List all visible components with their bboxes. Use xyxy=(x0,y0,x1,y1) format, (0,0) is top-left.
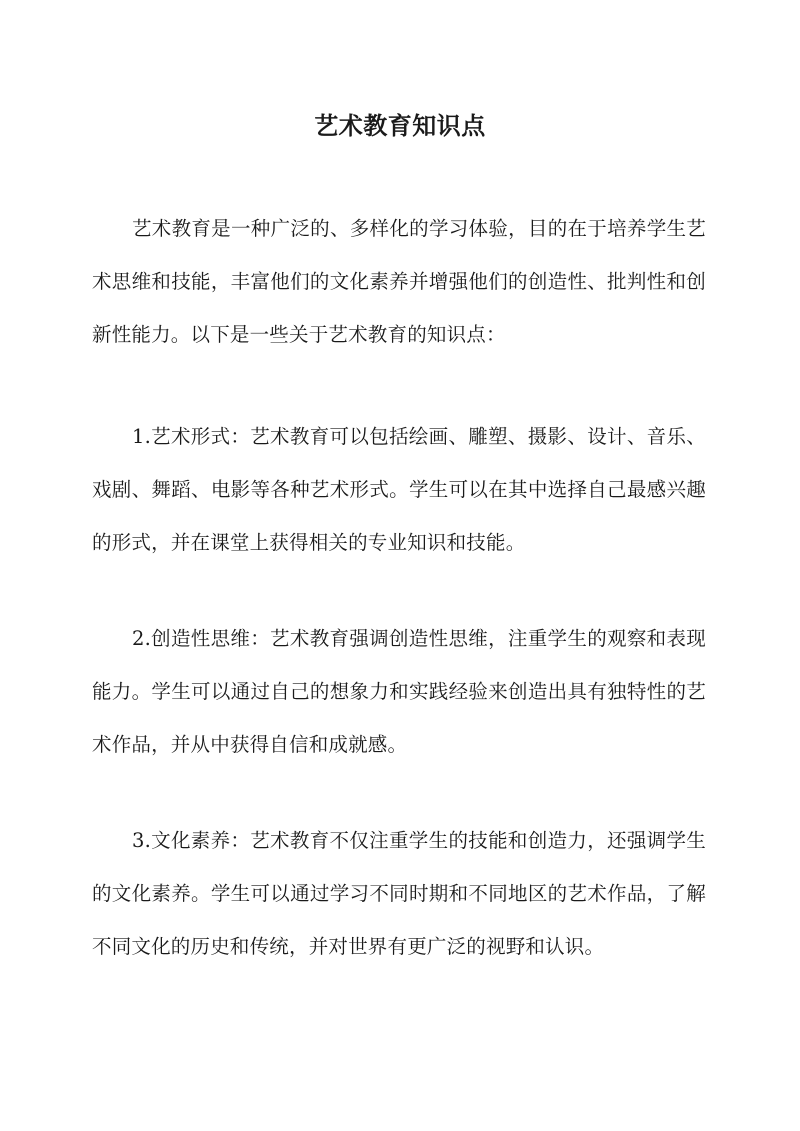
document-title: 艺术教育知识点 xyxy=(314,111,486,141)
point-3-paragraph: 3.文化素养：艺术教育不仅注重学生的技能和创造力，还强调学生的文化素养。学生可以通过学习不同时期和不同地区的艺术作品，了解不同文化的历史和传统，并对世界有更广泛的视野和认识。 xyxy=(92,829,706,958)
intro-paragraph: 艺术教育是一种广泛的、多样化的学习体验，目的在于培养学生艺术思维和技能，丰富他们的文化素养并增强他们的创造性、批判性和创新性能力。以下是一些关于艺术教育的知识点： xyxy=(92,217,706,346)
point-2-paragraph: 2.创造性思维：艺术教育强调创造性思维，注重学生的观察和表现能力。学生可以通过自己的想象力和实践经验来创造出具有独特性的艺术作品，并从中获得自信和成就感。 xyxy=(92,627,706,756)
point-1-paragraph: 1.艺术形式：艺术教育可以包括绘画、雕塑、摄影、设计、音乐、戏剧、舞蹈、电影等各种艺术形式。学生可以在其中选择自己最感兴趣的形式，并在课堂上获得相关的专业知识和技能。 xyxy=(92,425,706,554)
